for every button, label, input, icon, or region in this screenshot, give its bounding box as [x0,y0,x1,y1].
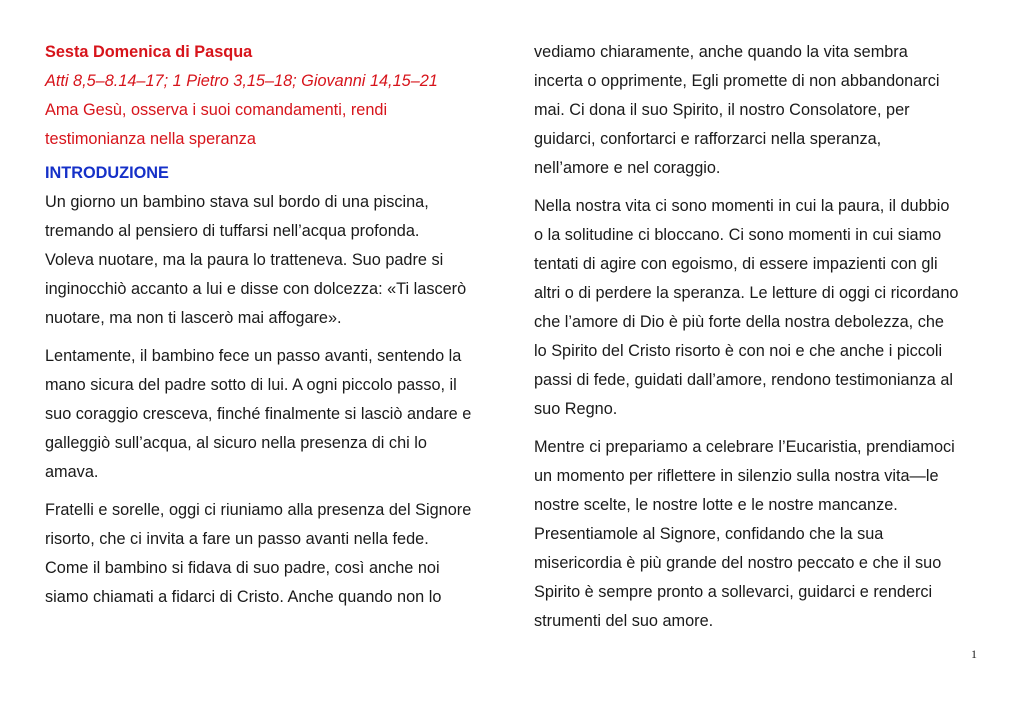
text-line: Fratelli e sorelle, oggi ci riuniamo alla presenza del Signore [45,501,472,519]
text-line: che l’amore di Dio è più forte della nostra debolezza, che [534,313,944,331]
text-line: altri o di perdere la speranza. Le letture di oggi ci ricordano [534,284,959,302]
left-column [45,38,500,612]
text-line: Come il bambino si fidava di suo padre, così anche noi [45,559,440,577]
text-line: Mentre ci prepariamo a celebrare l’Eucaristia, prendiamoci [534,438,955,456]
text-line: suo Regno. [534,400,618,418]
text-line: Un giorno un bambino stava sul bordo di una piscina, [45,193,429,211]
text-line: inginocchiò accanto a lui e disse con dolcezza: «Ti lascerò [45,280,467,298]
text-line: Lentamente, il bambino fece un passo avanti, sentendo la [45,347,462,365]
paragraph [534,433,984,636]
text-line: nell’amore e nel coraggio. [534,159,721,177]
title-block [45,38,500,154]
text-line: tremando al pensiero di tuffarsi nell’acqua profonda. [45,222,420,240]
text-line: tentati di agire con egoismo, di essere impazienti con gli [534,255,938,273]
text-line: Presentiamole al Signore, confidando che la sua [534,525,884,543]
text-line: mai. Ci dona il suo Spirito, il nostro Consolatore, per [534,101,910,119]
text-line: nostre scelte, le nostre lotte e le nostre mancanze. [534,496,898,514]
subtitle-line: Ama Gesù, osserva i suoi comandamenti, rendi [45,101,388,119]
text-line: Nella nostra vita ci sono momenti in cui la paura, il dubbio [534,197,950,215]
text-line: lo Spirito del Cristo risorto è con noi e che anche i piccoli [534,342,943,360]
text-line: nuotare, ma non ti lascerò mai affogare». [45,309,342,327]
text-line: siamo chiamati a fidarci di Cristo. Anche quando non lo [45,588,442,606]
text-line: mano sicura del padre sotto di lui. A ogni piccolo passo, il [45,376,457,394]
text-line: amava. [45,463,99,481]
section-heading: INTRODUZIONE [45,164,169,182]
right-column [534,38,984,636]
text-line: suo coraggio cresceva, finché finalmente si lasciò andare e [45,405,472,423]
text-line: guidarci, confortarci e rafforzarci nella speranza, [534,130,882,148]
readings-reference: Atti 8,5–8.14–17; 1 Pietro 3,15–18; Giovanni 14,15–21 [45,72,438,90]
text-line: Voleva nuotare, ma la paura lo tratteneva. Suo padre si [45,251,444,269]
text-line: un momento per riflettere in silenzio sulla nostra vita—le [534,467,939,485]
text-line: Spirito è sempre pronto a sollevarci, guidarci e renderci [534,583,933,601]
text-line: galleggiò sull’acqua, al sicuro nella presenza di chi lo [45,434,427,452]
paragraph [534,38,984,183]
page-number: 1 [971,647,977,661]
text-line: vediamo chiaramente, anche quando la vita sembra [534,43,908,61]
text-line: misericordia è più grande del nostro peccato e che il suo [534,554,942,572]
subtitle-line: testimonianza nella speranza [45,130,256,148]
text-line: risorto, che ci invita a fare un passo avanti nella fede. [45,530,429,548]
text-line: strumenti del suo amore. [534,612,714,630]
paragraph [45,342,500,487]
text-line: incerta o opprimente, Egli promette di non abbandonarci [534,72,940,90]
paragraph [534,192,984,424]
text-line: passi di fede, guidati dall’amore, rendono testimonianza al [534,371,954,389]
paragraph [45,496,500,612]
page-title: Sesta Domenica di Pasqua [45,43,253,61]
text-line: o la solitudine ci bloccano. Ci sono momenti in cui siamo [534,226,942,244]
paragraph [45,188,500,333]
